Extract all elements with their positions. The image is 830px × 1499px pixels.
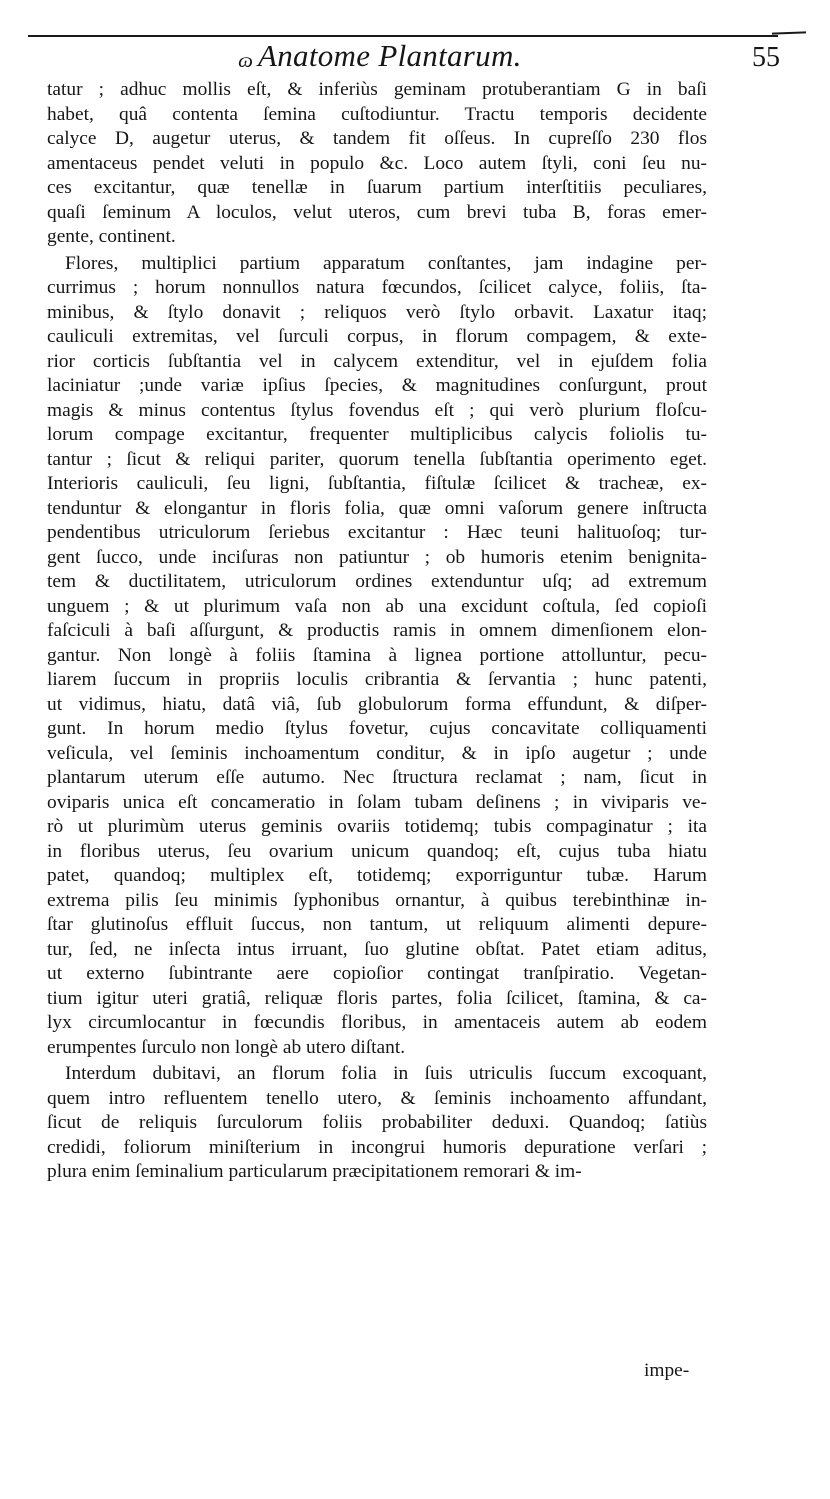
text-body: [47, 78, 707, 1185]
text-line: tium igitur uteri gratiâ, reliquæ floris partes, folia ſcilicet, ſtamina, & ca-: [47, 987, 707, 1009]
text-line: currimus ; horum nonnullos natura fœcundos, ſcilicet calyce, foliis, ſta-: [47, 277, 707, 298]
text-line: minibus, & ſtylo donavit ; reliquos verò ſtylo orbavit. Laxatur itaq;: [47, 301, 707, 323]
text-line: faſciculi à baſi aſſurgunt, & productis ramis in omnem dimenſionem elon-: [47, 620, 707, 641]
text-line: credidi, foliorum miniſterium in incongrui humoris depuratione verſari ;: [47, 1136, 707, 1158]
text-line: ces excitantur, quæ tenellæ in ſuarum partium interſtitiis peculiares,: [47, 177, 707, 198]
text-line: rò ut plurimùm uterus geminis ovariis totidemq; tubis compaginatur ; ita: [47, 816, 707, 837]
text-line: quem intro refluentem tenello utero, & ſeminis inchoamento affundant,: [47, 1087, 707, 1109]
text-line: gente, continent.: [47, 226, 176, 247]
text-line: lorum compage excitantur, frequenter multiplicibus calycis foliolis tu-: [47, 424, 707, 445]
text-line: calyce D, augetur uterus, & tandem fit oſſeus. In cupreſſo 230 flos: [47, 128, 707, 149]
text-line: rior corticis ſubſtantia vel in calycem extenditur, vel in ejuſdem folia: [47, 350, 707, 372]
text-line: Interdum dubitavi, an florum folia in ſuis utriculis ſuccum excoquant,: [65, 1063, 707, 1084]
text-line: ut externo ſubintrante aere copioſior contingat tranſpiratio. Vegetan-: [47, 963, 707, 984]
text-line: plura enim ſeminalium particularum præcipitationem remorari & im-: [47, 1161, 582, 1182]
text-line: lyx circumlocantur in fœcundis floribus, in amentaceis autem ab eodem: [47, 1012, 707, 1033]
text-line: ſicut de reliquis ſurculorum foliis probabiliter deduxi. Quandoq; ſatiùs: [47, 1112, 707, 1133]
text-line: unguem ; & ut plurimum vaſa non ab una excidunt coſtula, ſed copioſi: [47, 595, 707, 617]
text-line: ſtar glutinoſus effluit ſuccus, non tantum, ut reliquum alimenti depure-: [47, 914, 707, 935]
text-line: liarem ſuccum in propriis loculis cribrantia & ſervantia ; hunc patenti,: [47, 669, 707, 690]
text-line: Flores, multiplici partium apparatum conſtantes, jam indagine per-: [65, 252, 707, 274]
text-line: erumpentes ſurculo non longè ab utero diſtant.: [47, 1036, 406, 1058]
running-header: [0, 36, 830, 76]
paragraph: [47, 78, 707, 250]
text-line: tatur ; adhuc mollis eſt, & inferiùs geminam protuberantiam G in baſi: [47, 79, 707, 100]
text-line: veſicula, vel ſeminis inchoamentum conditur, & in ipſo augetur ; unde: [47, 742, 707, 764]
text-line: tur, ſed, ne inſecta intus irruant, ſuo glutine obſtat. Patet etiam aditus,: [47, 938, 707, 960]
text-line: patet, quandoq; multiplex eſt, totidemq; exporriguntur tubæ. Harum: [47, 865, 707, 886]
catchword: impe-: [644, 1360, 690, 1381]
text-line: pendentibus utriculorum ſeriebus excitantur : Hæc teuni halituoſoq; tur-: [47, 522, 707, 543]
text-line: in floribus uterus, ſeu ovarium unicum quandoq; eſt, cujus tuba hiatu: [47, 840, 707, 862]
text-line: quaſi ſeminum A loculos, velut uteros, cum brevi tuba B, foras emer-: [47, 201, 707, 223]
text-line: cauliculi extremitas, vel ſurculi corpus, in florum compagem, & exte-: [47, 326, 707, 347]
text-line: plantarum uterum eſſe autumo. Nec ſtructura reclamat ; nam, ſicut in: [47, 767, 707, 788]
text-line: gunt. In horum medio ſtylus fovetur, cujus concavitate colliquamenti: [47, 718, 707, 739]
text-line: gent ſucco, unde inciſuras non patiuntur ; ob humoris etenim benignita-: [47, 546, 707, 568]
text-line: tantur ; ſicut & reliqui pariter, quorum tenella ſubſtantia operimento eget.: [47, 448, 707, 470]
text-line: laciniatur ;unde variæ ipſius ſpecies, & magnitudines conſurgunt, prout: [47, 375, 707, 396]
paragraph: [47, 252, 707, 1061]
text-line: amentaceus pendet veluti in populo &c. Loco autem ſtyli, coni ſeu nu-: [47, 152, 707, 174]
text-line: tenduntur & elongantur in floris folia, quæ omni vaſorum genere inſtructa: [47, 497, 707, 519]
text-line: magis & minus contentus ſtylus fovendus eſt ; qui verò plurium floſcu-: [47, 399, 707, 421]
text-line: tem & ductilitatem, utriculorum ordines extenduntur uſq; ad extremum: [47, 571, 707, 592]
header-rule-flourish: [772, 31, 806, 34]
text-line: Interioris cauliculi, ſeu ligni, ſubſtantia, fiſtulæ ſcilicet & tracheæ, ex-: [47, 473, 707, 494]
text-line: habet, quâ contenta ſemina cuſtodiuntur. Tractu temporis decidente: [47, 103, 707, 125]
text-line: oviparis unica eſt concameratio in ſolam tubam deſinens ; in viviparis ve-: [47, 791, 707, 813]
running-title: Anatome Plantarum.: [258, 38, 522, 73]
text-line: extrema pilis ſeu minimis ſyphonibus ornantur, à quibus terebinthinæ in-: [47, 889, 707, 911]
paragraph: [47, 1062, 707, 1185]
page-number: 55: [752, 42, 780, 73]
text-line: gantur. Non longè à foliis ſtamina à lignea portione attolluntur, pecu-: [47, 644, 707, 666]
text-line: ut vidimus, hiatu, datâ viâ, ſub globulorum forma effundunt, & diſper-: [47, 693, 707, 715]
header-ornament: ɷ: [238, 48, 253, 72]
